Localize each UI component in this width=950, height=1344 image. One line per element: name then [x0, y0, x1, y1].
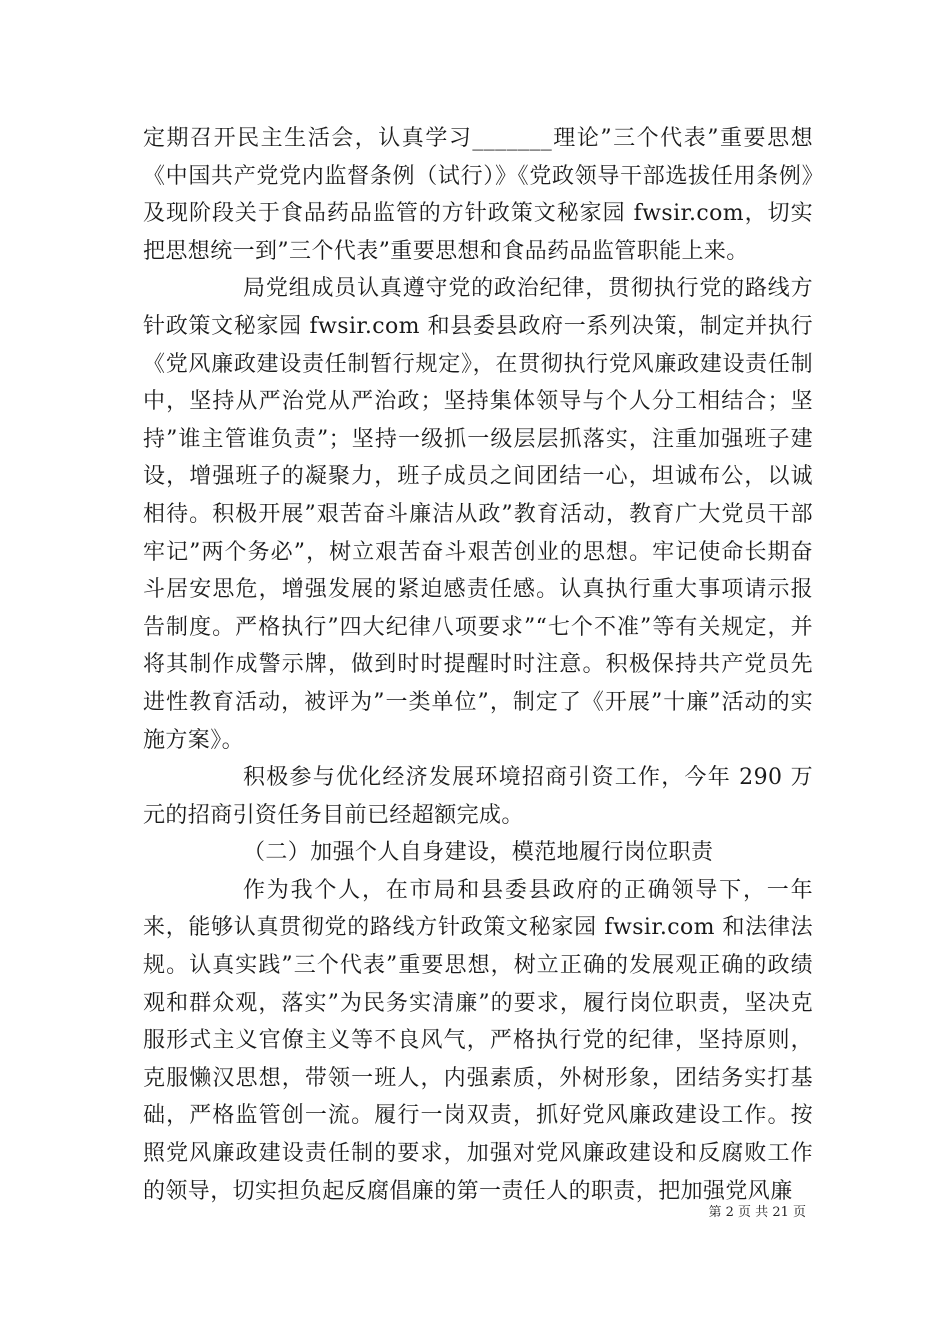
section-heading: （二）加强个人自身建设，模范地履行岗位职责 — [243, 840, 714, 866]
document-body — [143, 120, 813, 1210]
paragraph-investment: 积极参与优化经济发展环境招商引资工作，今年 290 万元的招商引资任务目前已经超额完成。 — [143, 765, 813, 828]
page-number-footer: 第 2 页 共 21 页 — [708, 1205, 806, 1220]
paragraph-party-discipline: 局党组成员认真遵守党的政治纪律，贯彻执行党的路线方针政策文秘家园 fwsir.com 和县委县政府一系列决策，制定并执行《党风廉政建设责任制暂行规定》，在贯彻执行党风廉政建设责任制中，坚持从严治党从严治政；坚持集体领导与个人分工相结合；坚持”谁主管谁负责”；坚持一级抓一级层层抓落实，注重加强班子建设，增强班子的凝聚力，班子成员之间团结一心，坦诚布公，以诚相待。积极开展”艰苦奋斗廉洁从政”教育活动，教育广大党员干部牢记”两个务必”，树立艰苦奋斗艰苦创业的思想。牢记使命长期奋斗居安思危，增强发展的紧迫感责任感。认真执行重大事项请示报告制度。严格执行”四大纪律八项要求”“七个不准”等有关规定，并将其制作成警示牌，做到时时提醒时时注意。积极保持共产党员先进性教育活动，被评为”一类单位”，制定了《开展”十廉”活动的实施方案》。 — [143, 276, 813, 753]
paragraph-continuation: 定期召开民主生活会，认真学习_______理论”三个代表”重要思想《中国共产党党内监督条例（试行）》《党政领导干部选拔任用条例》及现阶段关于食品药品监管的方针政策文秘家园 fwsir.com，切实把思想统一到”三个代表”重要思想和食品药品监管职能上来。 — [143, 126, 813, 264]
paragraph-personal-duty: 作为我个人，在市局和县委县政府的正确领导下，一年来，能够认真贯彻党的路线方针政策文秘家园 fwsir.com 和法律法规。认真实践”三个代表”重要思想，树立正确的发展观正确的政绩观和群众观，落实”为民务实清廉”的要求，履行岗位职责，坚决克服形式主义官僚主义等不良风气，严格执行党的纪律，坚持原则，克服懒汉思想，带领一班人，内强素质，外树形象，团结务实打基础，严格监管创一流。履行一岗双责，抓好党风廉政建设工作。按照党风廉政建设责任制的要求，加强对党风廉政建设和反腐败工作的领导，切实担负起反腐倡廉的第一责任人的职责，把加强党风廉 — [143, 877, 813, 1204]
